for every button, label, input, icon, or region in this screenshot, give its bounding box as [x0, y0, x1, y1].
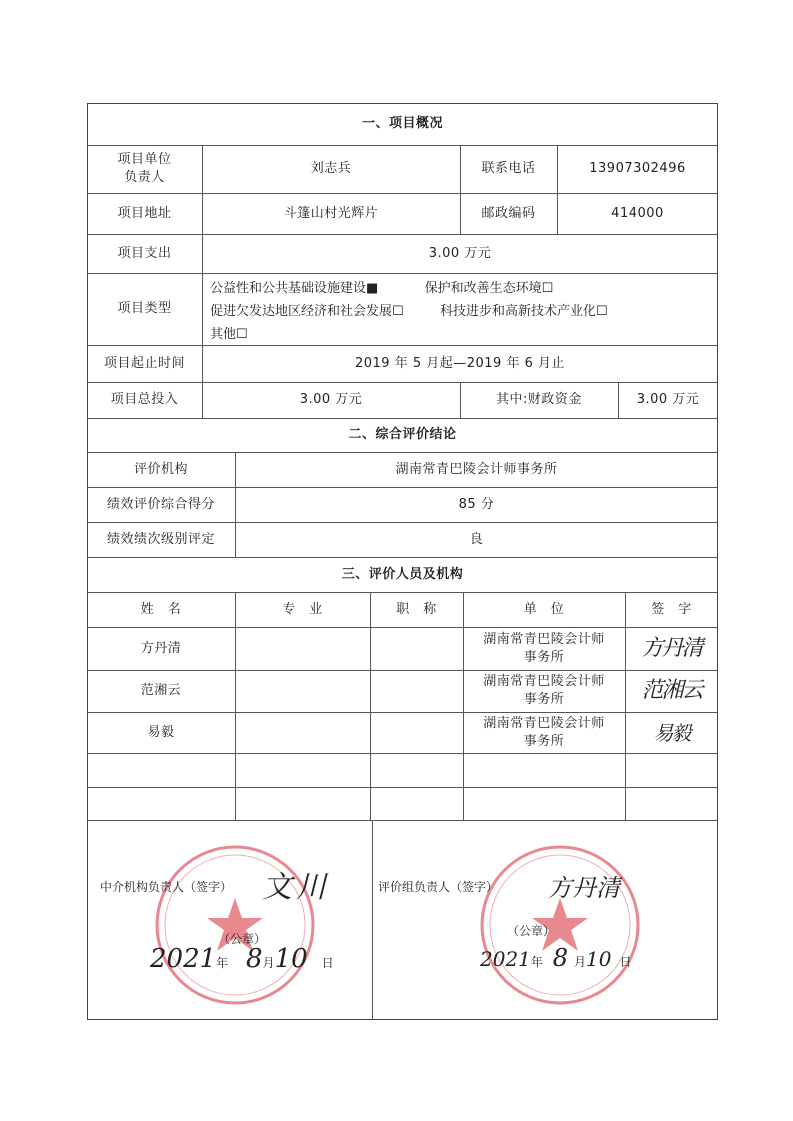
header-major: 专 业 [282, 601, 323, 617]
fiscal-value: 3.00 万元 [636, 392, 700, 407]
member-unit: 湖南常青巴陵会计师 事务所 [483, 674, 605, 707]
agency-seal-label: （公章） [218, 932, 267, 946]
header-signature: 签 字 [651, 601, 692, 617]
unchecked-box-icon: ☐ [236, 327, 248, 342]
team-seal-label: （公章） [507, 924, 556, 938]
header-name: 姓 名 [140, 601, 182, 617]
period-label: 项目起止时间 [103, 355, 185, 371]
section-title: 一、项目概况 [361, 116, 443, 131]
member-signature: 方丹清 [641, 635, 702, 661]
period-value: 2019 年 5 月起—2019 年 6 月止 [354, 355, 565, 371]
team-date: 2021年 8 月10 日 [480, 944, 632, 972]
official-seal-right [475, 840, 645, 1010]
phone-label: 联系电话 [481, 161, 536, 176]
project-type-options [210, 277, 710, 346]
type-option: 保护和改善生态环境☐ [424, 281, 554, 296]
col-divider [372, 820, 373, 1020]
agency-signature: 文川 [262, 870, 330, 905]
team-leader-label: 评价组负责人（签字） [378, 880, 499, 894]
unchecked-box-icon: ☐ [595, 304, 608, 319]
postcode-value: 414000 [611, 205, 664, 221]
team-signature: 方丹清 [548, 874, 620, 902]
org-value: 湖南常青巴陵会计师事务所 [395, 461, 558, 477]
member-signature: 易毅 [653, 720, 690, 745]
member-unit: 湖南常青巴陵会计师 事务所 [483, 631, 605, 665]
member-name: 方丹清 [140, 640, 182, 656]
postcode-label: 邮政编码 [481, 205, 536, 221]
type-option: 促进欠发达地区经济和社会发展☐ [210, 304, 404, 319]
score-value: 85 分 [458, 496, 495, 512]
fiscal-label: 其中:财政资金 [496, 392, 582, 407]
member-signature: 范湘云 [641, 678, 702, 703]
unchecked-box-icon: ☐ [541, 281, 554, 296]
header-title: 职 称 [396, 601, 437, 617]
agency-leader-label: 中介机构负责人（签字） [100, 880, 233, 894]
leader-label: 项目单位 负责人 [117, 152, 172, 185]
leader-value: 刘志兵 [310, 161, 352, 176]
member-name: 易毅 [147, 724, 175, 740]
expense-value: 3.00 万元 [428, 245, 492, 261]
grade-value: 良 [469, 531, 484, 547]
member-unit: 湖南常青巴陵会计师 事务所 [483, 715, 605, 749]
score-label: 绩效评价综合得分 [106, 496, 215, 512]
row-divider [87, 753, 718, 754]
member-name: 范湘云 [140, 683, 182, 698]
type-option: 其他☐ [210, 327, 248, 342]
type-option: 科技进步和高新技术产业化☐ [439, 304, 608, 319]
checked-box-icon: ■ [366, 281, 379, 296]
row-divider [87, 787, 718, 788]
grade-label: 绩效绩次级别评定 [106, 531, 215, 547]
type-label: 项目类型 [117, 301, 172, 316]
unchecked-box-icon: ☐ [392, 304, 404, 319]
address-value: 斗篷山村光辉片 [283, 205, 379, 221]
agency-date: 2021年 8月10 日 [150, 944, 334, 974]
phone-value: 13907302496 [589, 161, 686, 176]
investment-value: 3.00 万元 [299, 392, 363, 407]
address-label: 项目地址 [117, 205, 172, 221]
investment-label: 项目总投入 [110, 392, 179, 407]
section-title: 三、评价人员及机构 [341, 566, 464, 582]
org-label: 评价机构 [133, 461, 188, 477]
section-title: 二、综合评价结论 [348, 427, 457, 442]
expense-label: 项目支出 [117, 245, 172, 261]
header-unit: 单 位 [523, 601, 565, 617]
type-option: 公益性和公共基础设施建设■ [210, 281, 379, 296]
row-divider [87, 820, 718, 821]
